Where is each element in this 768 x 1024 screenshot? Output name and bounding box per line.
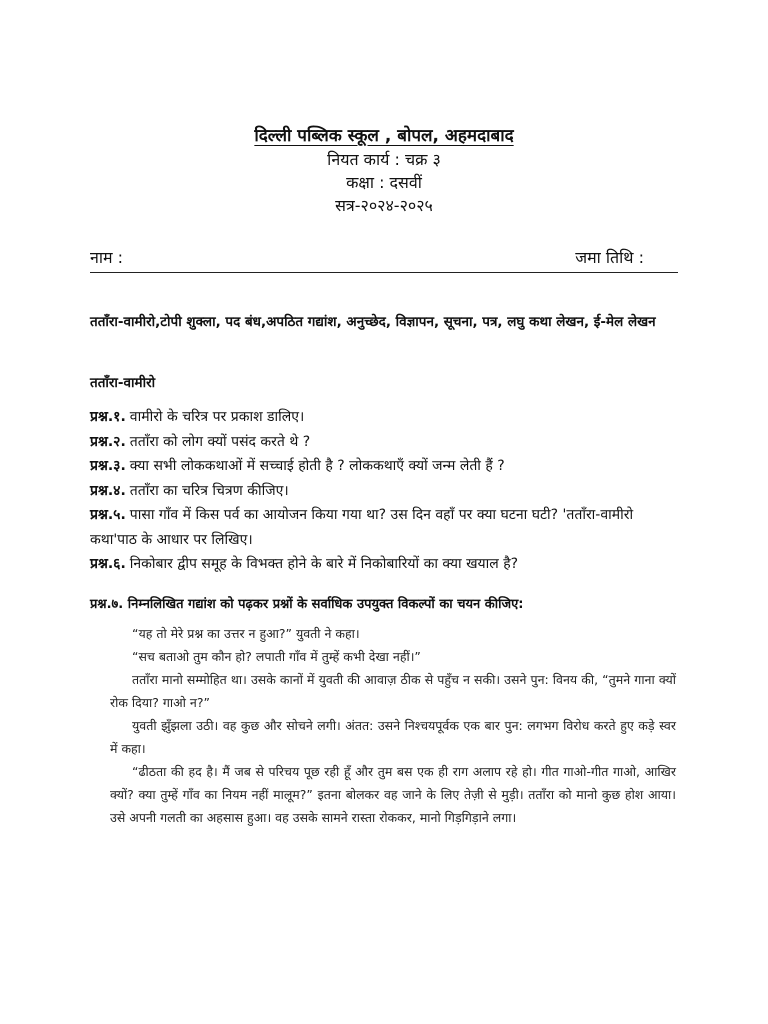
assignment-title: नियत कार्य : चक्र ३ <box>327 150 441 169</box>
topics-list: तताँरा-वामीरो,टोपी शुक्ला, पद बंध,अपठित गद्यांश, अनुच्छेद, विज्ञापन, सूचना, पत्र, लघु कथा लेखन, ई-मेल लेखन <box>90 314 656 330</box>
passage-paragraph: “ढीठता की हद है। मैं जब से परिचय पूछ रही हूँ और तुम बस एक ही राग अलाप रहे हो। गीत गाओ-गीत गाओ, आखिर क्यों? क्या तुम्हें गाँव का नियम नहीं मालूम?” इतना बोलकर वह जाने के लिए तेज़ी से मुड़ी। तताँरा को मानो कुछ होश आया। उसे अपनी गलती का अहसास हुआ। वह उसके सामने रास्ता रोककर, मानो गिड़गिड़ाने लगा। <box>110 764 676 825</box>
passage-paragraph: युवती झुँझला उठी। वह कुछ और सोचने लगी। अंतत: उसने निश्चयपूर्वक एक बार पुन: लगभग विरोध करते हुए कड़े स्वर में कहा। <box>110 718 676 756</box>
submission-date-label: जमा तिथि : <box>575 248 644 267</box>
question-text: वामीरो के चरित्र पर प्रकाश डालिए। <box>129 409 305 425</box>
question-number: प्रश्न.३. <box>90 458 126 474</box>
question-number: प्रश्न.५. <box>90 507 126 523</box>
question-7-heading: प्रश्न.७. निम्नलिखित गद्यांश को पढ़कर प्रश्नों के सर्वाधिक उपयुक्त विकल्पों का चयन कीजिए: <box>90 597 524 612</box>
question-list <box>90 405 675 577</box>
reading-passage <box>110 622 676 829</box>
question-number: प्रश्न.२. <box>90 433 126 450</box>
question-item <box>90 552 675 577</box>
question-item <box>90 479 675 504</box>
class-label: कक्षा : दसवीं <box>346 173 422 192</box>
name-label: नाम : <box>90 248 124 267</box>
question-number: प्रश्न.४. <box>90 482 126 499</box>
question-item <box>90 454 675 479</box>
question-text: क्या सभी लोककथाओं में सच्चाई होती है ? लोककथाएँ क्यों जन्म लेती हैं ? <box>129 458 505 474</box>
passage-paragraph: “सच बताओ तुम कौन हो? लपाती गाँव में तुम्हें कभी देखा नहीं।” <box>132 649 421 664</box>
question-text: निकोबार द्वीप समूह के विभक्त होने के बारे में निकोबारियों का क्या खयाल है? <box>129 556 519 572</box>
passage-paragraph: तताँरा मानो सम्मोहित था। उसके कानों में युवती की आवाज़ ठीक से पहुँच न सकी। उसने पुन: विनय की, “तुमने गाना क्यों रोक दिया? गाओ न?” <box>110 672 676 710</box>
question-text: तताँरा का चरित्र चित्रण कीजिए। <box>129 482 289 499</box>
question-text: तताँरा को लोग क्यों पसंद करते थे ? <box>129 433 311 450</box>
session-label: सत्र-२०२४-२०२५ <box>335 196 433 215</box>
question-number: प्रश्न.१. <box>90 409 126 425</box>
question-number: प्रश्न.६. <box>90 556 126 572</box>
school-name: दिल्ली पब्लिक स्कूल , बोपल, अहमदाबाद <box>254 126 514 146</box>
document-header <box>0 124 768 217</box>
name-date-bar <box>90 246 678 273</box>
question-item <box>90 430 675 455</box>
question-item <box>90 405 675 430</box>
section-title: तताँरा-वामीरो <box>90 375 156 391</box>
question-text: पासा गाँव में किस पर्व का आयोजन किया गया था? उस दिन वहाँ पर क्या घटना घटी? 'तताँरा-वामीरो कथा'पाठ के आधार पर लिखिए। <box>90 507 634 548</box>
question-item <box>90 503 675 552</box>
passage-paragraph: “यह तो मेरे प्रश्न का उत्तर न हुआ?” युवती ने कहा। <box>132 626 360 641</box>
